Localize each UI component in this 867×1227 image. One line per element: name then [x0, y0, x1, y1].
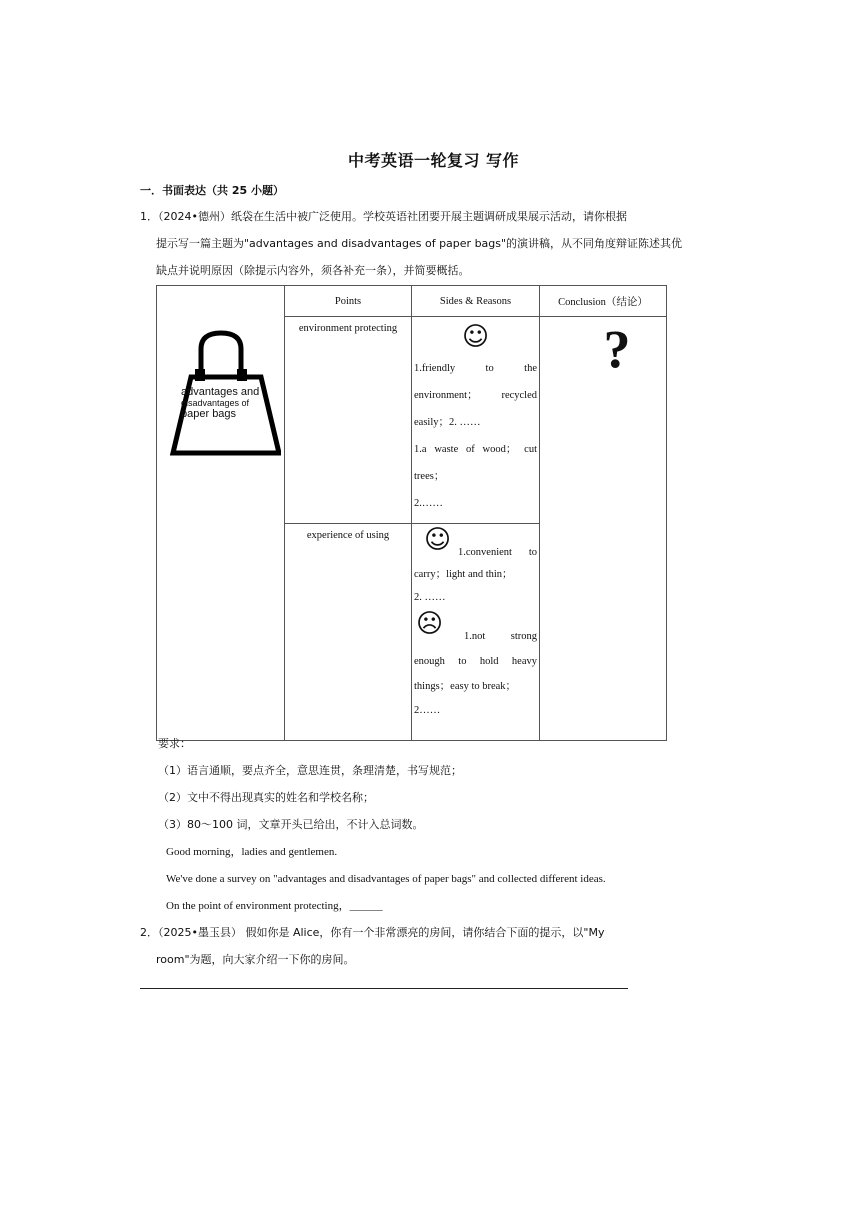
point-environment: environment protecting [285, 317, 412, 524]
experience-reason-2: 2. …… [414, 592, 446, 603]
start-line-1: Good morning，ladies and gentlemen. [166, 846, 338, 858]
experience-reason-1: 1.convenient to carry；light and thin； [414, 547, 537, 580]
bag-text-3: paper bags [181, 408, 237, 420]
question-2-line-2: room"为题，向大家介绍一下你的房间。 [156, 953, 355, 966]
environment-reasons [412, 317, 540, 524]
frown-icon: ☹ [416, 609, 444, 639]
environment-reason-1: 1.friendly to the environment； recycled easily；2. …… [414, 363, 537, 428]
environment-reason-2: 1.a waste of wood； cut trees； [414, 444, 537, 482]
smile-icon: ☺ [424, 525, 452, 555]
experience-reason-4: 2…… [414, 705, 441, 716]
question-1-line-2: 提示写一篇主题为"advantages and disadvantages of paper bags"的演讲稿，从不同角度辩证陈述其优 [156, 237, 683, 250]
requirement-2: （2）文中不得出现真实的姓名和学校名称； [158, 791, 374, 804]
header-sides-reasons: Sides & Reasons [412, 286, 540, 317]
header-conclusion: Conclusion（结论） [540, 286, 667, 317]
prompt-table [156, 285, 667, 741]
experience-reasons [412, 524, 540, 741]
experience-reason-3: 1.not strong enough to hold heavy things；easy to break； [414, 631, 537, 692]
start-line-3: On the point of environment protecting，______ [166, 900, 383, 912]
question-2-line-1: 2．（2025•墨玉县） 假如你是 Alice，你有一个非常漂亮的房间，请你结合下面的提示，以"My [140, 926, 605, 939]
smile-icon: ☺ [461, 322, 490, 352]
bag-text-1: advantages and [181, 386, 260, 398]
question-1-line-1: 1．（2024•德州）纸袋在生活中被广泛使用。学校英语社团要开展主题调研成果展示活动，请你根据 [140, 210, 627, 223]
header-points: Points [285, 286, 412, 317]
start-line-2: We've done a survey on "advantages and disadvantages of paper bags" and collected different ideas. [166, 873, 606, 885]
requirements-title: 要求： [158, 737, 191, 750]
requirement-1: （1）语言通顺，要点齐全，意思连贯，条理清楚，书写规范； [158, 764, 462, 777]
point-experience: experience of using [285, 524, 412, 741]
question-mark-icon: ? [603, 319, 631, 379]
question-1-line-3: 缺点并说明原因（除提示内容外，须各补充一条），并简要概括。 [156, 264, 470, 277]
page-title: 中考英语一轮复习 写作 [347, 151, 520, 170]
section-heading: 一．书面表达（共 25 小题） [140, 184, 284, 197]
conclusion-cell [540, 317, 667, 741]
bag-text-2: disadvantages of [181, 398, 250, 408]
paper-bag-cell [157, 286, 285, 741]
environment-reason-3: 2.…… [414, 498, 443, 509]
divider [140, 988, 628, 989]
requirement-3: （3）80～100 词，文章开头已给出，不计入总词数。 [158, 818, 424, 831]
